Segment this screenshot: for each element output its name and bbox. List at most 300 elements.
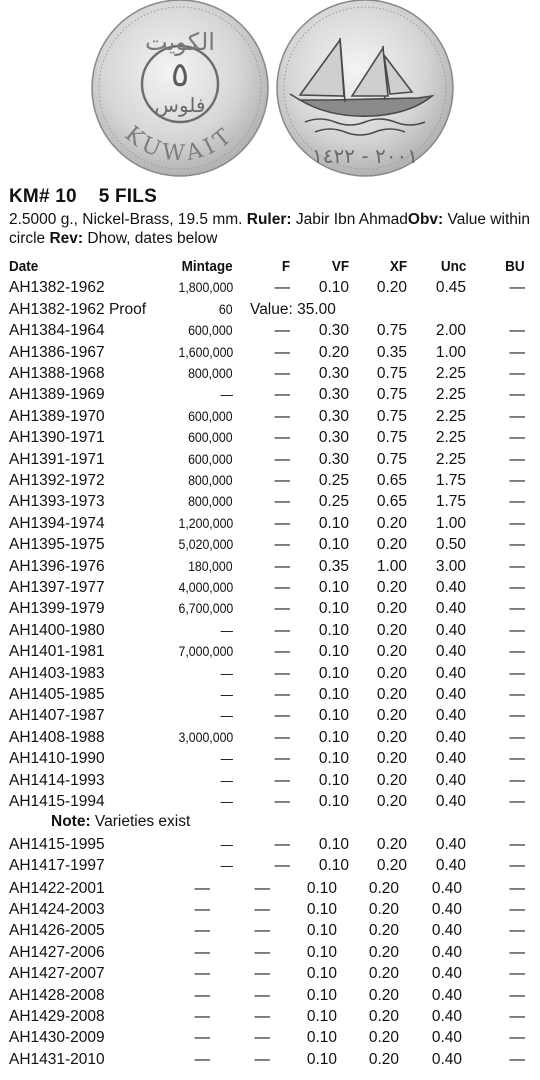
cell-unc: 2.25: [435, 429, 466, 447]
cell-xf: 0.20: [368, 1029, 399, 1047]
cell-mintage: 600,000: [188, 407, 233, 424]
cell-f: —: [274, 557, 290, 575]
cell-bu: —: [509, 771, 525, 789]
cell-unc: 3.00: [435, 557, 466, 575]
cell-xf: 0.75: [376, 407, 407, 425]
table-row: [0, 600, 540, 621]
table-row: [0, 944, 540, 965]
cell-xf: 0.20: [376, 536, 407, 554]
cell-f: —: [274, 728, 290, 746]
cell-date: AH1427-2007: [9, 965, 105, 983]
cell-unc: 0.40: [435, 793, 466, 810]
cell-f: —: [254, 901, 270, 918]
cell-date: AH1428-2008: [9, 986, 105, 1004]
cell-mintage: —: [194, 1029, 210, 1047]
cell-vf: 0.10: [306, 879, 337, 897]
cell-f: —: [254, 943, 270, 961]
cell-mintage: —: [194, 1050, 210, 1068]
cell-unc: 0.40: [435, 835, 466, 853]
cell-bu: —: [509, 386, 525, 404]
cell-f: —: [274, 450, 290, 468]
cell-xf: 0.20: [376, 664, 407, 682]
cell-unc: 0.40: [431, 922, 462, 940]
obverse-numeral: ٥: [170, 55, 190, 95]
coin-description: [9, 210, 534, 248]
cell-date: AH1391-1971: [9, 450, 105, 468]
table-row: [0, 536, 540, 557]
cell-xf: 0.20: [368, 943, 399, 961]
cell-bu: —: [509, 750, 525, 768]
cell-mintage: 4,000,000: [178, 579, 233, 595]
cell-vf: 0.10: [318, 707, 349, 725]
cell-vf: 0.25: [318, 472, 349, 489]
denomination: 5 FILS: [98, 186, 157, 207]
cell-xf: 0.20: [376, 643, 407, 661]
cell-date: AH1384-1964: [9, 322, 105, 340]
cell-date: AH1407-1987: [9, 707, 105, 725]
header-unc: Unc: [440, 258, 466, 275]
cell-bu: —: [509, 579, 525, 596]
cell-bu: —: [509, 600, 525, 618]
cell-f: —: [274, 771, 290, 789]
cell-bu: —: [509, 557, 525, 575]
header-date: Date: [9, 258, 39, 275]
table-row: [0, 750, 540, 771]
cell-f: —: [274, 835, 290, 853]
cell-date: AH1395-1975: [9, 536, 105, 554]
cell-bu: —: [509, 279, 525, 297]
cell-date: AH1403-1983: [9, 664, 105, 682]
cell-unc: 0.40: [431, 965, 462, 983]
cell-date: AH1394-1974: [9, 514, 105, 532]
table-row: [0, 386, 540, 407]
cell-f: —: [274, 857, 290, 875]
header-mintage: Mintage: [181, 258, 233, 275]
table-row: [0, 322, 540, 343]
table-row: [0, 1051, 540, 1072]
cell-vf: 0.10: [306, 986, 337, 1004]
cell-f: —: [274, 621, 290, 639]
table-row: [0, 493, 540, 514]
cell-xf: 0.75: [376, 450, 407, 468]
cell-vf: 0.10: [318, 664, 349, 682]
cell-unc: 2.00: [435, 322, 466, 340]
table-row: [0, 987, 540, 1008]
table-row: [0, 729, 540, 750]
cell-bu: —: [509, 450, 525, 468]
cell-mintage: —: [220, 771, 233, 788]
cell-date: AH1430-2009: [9, 1029, 105, 1047]
cell-xf: 0.75: [376, 322, 407, 340]
cell-mintage: —: [220, 386, 233, 403]
cell-unc: 0.40: [435, 707, 466, 725]
cell-mintage: 3,000,000: [178, 728, 233, 745]
cell-vf: 0.30: [318, 407, 349, 425]
cell-vf: 0.30: [318, 322, 349, 340]
cell-bu: —: [509, 857, 525, 875]
cell-vf: 0.10: [306, 1050, 337, 1068]
cell-f: —: [254, 1008, 270, 1025]
table-row: [0, 643, 540, 664]
cell-unc: 0.40: [435, 750, 466, 768]
cell-mintage: —: [194, 879, 210, 897]
cell-bu: —: [509, 1050, 525, 1068]
cell-unc: 0.40: [435, 643, 466, 661]
cell-mintage: —: [194, 922, 210, 940]
cell-value: Value: 35.00: [250, 300, 336, 318]
cell-bu: —: [509, 664, 525, 682]
cell-f: —: [274, 407, 290, 425]
cell-date: AH1388-1968: [9, 365, 105, 382]
cell-f: —: [274, 750, 290, 768]
obv-value: Value within circle: [9, 211, 530, 247]
cell-date: AH1414-1993: [9, 771, 105, 789]
cell-f: —: [274, 343, 290, 361]
cell-bu: —: [509, 965, 525, 983]
cell-xf: 0.20: [376, 728, 407, 746]
table-row: [0, 665, 540, 686]
cell-mintage: 800,000: [188, 365, 233, 381]
cell-mintage: 7,000,000: [178, 643, 233, 660]
cell-date: AH1429-2008: [9, 1008, 105, 1025]
cell-f: —: [274, 279, 290, 297]
cell-f: —: [274, 386, 290, 404]
cell-date: AH1415-1995: [9, 835, 105, 853]
cell-xf: 0.20: [376, 686, 407, 703]
varieties-note: [51, 813, 190, 831]
cell-mintage: —: [220, 793, 233, 809]
cell-unc: 0.40: [435, 857, 466, 875]
cell-date: AH1401-1981: [9, 643, 105, 661]
cell-date: AH1415-1994: [9, 793, 105, 810]
rev-value: Dhow, dates below: [83, 230, 218, 247]
cell-mintage: 60: [219, 300, 233, 317]
header-bu: BU: [505, 258, 525, 275]
table-row: [0, 857, 540, 878]
header-xf: XF: [389, 258, 407, 275]
cell-vf: 0.30: [318, 365, 349, 382]
cell-mintage: —: [220, 621, 233, 638]
cell-date: AH1417-1997: [9, 857, 105, 875]
cell-vf: 0.10: [318, 835, 349, 853]
cell-bu: —: [509, 493, 525, 511]
cell-xf: 0.20: [368, 965, 399, 983]
cell-xf: 0.20: [376, 600, 407, 618]
cell-unc: 2.25: [435, 407, 466, 425]
table-row: [0, 279, 540, 300]
cell-unc: 1.00: [435, 343, 466, 361]
cell-xf: 0.20: [376, 793, 407, 810]
table-row: [0, 365, 540, 386]
cell-mintage: —: [220, 707, 233, 724]
cell-xf: 1.00: [376, 557, 407, 575]
cell-mintage: —: [194, 1008, 210, 1025]
cell-mintage: 800,000: [188, 472, 233, 488]
table-row: [0, 1008, 540, 1029]
table-row: [0, 686, 540, 707]
cell-f: —: [274, 493, 290, 511]
cell-date: AH1405-1985: [9, 686, 105, 703]
cell-mintage: —: [194, 965, 210, 983]
cell-mintage: 600,000: [188, 450, 233, 467]
cell-mintage: 1,200,000: [178, 514, 233, 531]
cell-vf: 0.10: [318, 514, 349, 532]
cell-vf: 0.10: [318, 579, 349, 596]
cell-vf: 0.30: [318, 450, 349, 468]
cell-unc: 0.40: [431, 1008, 462, 1025]
table-row: [0, 1029, 540, 1050]
cell-bu: —: [509, 536, 525, 554]
cell-unc: 0.40: [435, 664, 466, 682]
cell-f: —: [254, 922, 270, 940]
cell-f: —: [254, 879, 270, 897]
cell-f: —: [254, 1029, 270, 1047]
cell-vf: 0.10: [318, 279, 349, 297]
cell-bu: —: [509, 1029, 525, 1047]
cell-mintage: —: [220, 686, 233, 702]
cell-date: AH1399-1979: [9, 600, 105, 618]
cell-xf: 0.20: [376, 771, 407, 789]
cell-unc: 0.40: [435, 600, 466, 618]
table-row: [0, 901, 540, 922]
obv-label: Obv:: [407, 211, 444, 228]
coin-images: [0, 0, 540, 180]
cell-vf: 0.10: [306, 965, 337, 983]
table-row: [0, 622, 540, 643]
cell-unc: 1.75: [435, 472, 466, 489]
cell-vf: 0.10: [318, 643, 349, 661]
cell-bu: —: [509, 707, 525, 725]
table-row: [0, 408, 540, 429]
cell-bu: —: [509, 343, 525, 361]
reverse-dates: ٢٠٠١ - ١٤٢٢: [312, 144, 418, 168]
cell-bu: —: [509, 322, 525, 340]
catalog-title: [9, 186, 157, 208]
cell-f: —: [274, 600, 290, 618]
cell-mintage: 600,000: [188, 322, 233, 339]
cell-date: AH1389-1969: [9, 386, 105, 404]
cell-date: AH1410-1990: [9, 750, 105, 768]
cell-f: —: [274, 429, 290, 447]
cell-f: —: [254, 1050, 270, 1068]
cell-vf: 0.10: [318, 750, 349, 768]
table-row: [0, 451, 540, 472]
table-row: [0, 922, 540, 943]
cell-unc: 0.40: [435, 621, 466, 639]
cell-mintage: 5,020,000: [178, 536, 233, 553]
cell-vf: 0.30: [318, 386, 349, 404]
cell-unc: 0.40: [435, 579, 466, 596]
cell-mintage: —: [220, 835, 233, 852]
cell-xf: 0.20: [368, 1050, 399, 1068]
cell-vf: 0.10: [306, 1029, 337, 1047]
cell-xf: 0.20: [376, 621, 407, 639]
cell-vf: 0.10: [318, 686, 349, 703]
cell-date: AH1393-1973: [9, 493, 105, 511]
cell-unc: 0.50: [435, 536, 466, 554]
cell-vf: 0.10: [306, 922, 337, 940]
cell-xf: 0.20: [376, 835, 407, 853]
cell-f: —: [254, 965, 270, 983]
cell-unc: 2.25: [435, 365, 466, 382]
cell-bu: —: [509, 835, 525, 853]
cell-f: —: [274, 664, 290, 682]
note-label: Note:: [51, 813, 91, 831]
rev-label: Rev:: [45, 230, 84, 247]
cell-xf: 0.20: [368, 986, 399, 1004]
cell-xf: 0.75: [376, 386, 407, 404]
cell-vf: 0.10: [318, 600, 349, 618]
cell-unc: 0.45: [435, 279, 466, 297]
cell-unc: 0.40: [435, 686, 466, 703]
cell-bu: —: [509, 986, 525, 1004]
cell-vf: 0.20: [318, 343, 349, 361]
cell-mintage: —: [220, 857, 233, 874]
cell-date: AH1400-1980: [9, 621, 105, 639]
obverse-legend: KUWAIT: [119, 121, 240, 167]
cell-f: —: [274, 472, 290, 489]
cell-vf: 0.30: [318, 429, 349, 447]
cell-date: AH1424-2003: [9, 901, 105, 918]
table-row: [0, 558, 540, 579]
cell-vf: 0.10: [318, 771, 349, 789]
cell-mintage: 600,000: [188, 429, 233, 446]
table-row: [0, 965, 540, 986]
cell-mintage: 6,700,000: [178, 600, 233, 617]
cell-xf: 0.65: [376, 472, 407, 489]
cell-mintage: 1,600,000: [178, 343, 233, 360]
coin-reverse: [277, 0, 453, 176]
cell-xf: 0.75: [376, 429, 407, 447]
cell-f: —: [274, 579, 290, 596]
table-row: [0, 880, 540, 901]
ruler-value: Jabir Ibn Ahmad: [291, 211, 408, 228]
table-row: [0, 772, 540, 793]
cell-date: AH1390-1971: [9, 429, 105, 447]
cell-unc: 0.40: [435, 771, 466, 789]
cell-xf: 0.75: [376, 365, 407, 382]
cell-vf: 0.35: [318, 557, 349, 575]
cell-xf: 0.20: [376, 279, 407, 297]
table-row: [0, 707, 540, 728]
cell-unc: 0.40: [431, 879, 462, 897]
cell-xf: 0.20: [376, 707, 407, 725]
cell-vf: 0.10: [306, 901, 337, 918]
table-row: [0, 429, 540, 450]
table-header: [0, 258, 540, 279]
cell-bu: —: [509, 514, 525, 532]
cell-unc: 1.00: [435, 514, 466, 532]
specs: 2.5000 g., Nickel-Brass, 19.5 mm.: [9, 211, 247, 228]
cell-unc: 1.75: [435, 493, 466, 511]
cell-date: AH1397-1977: [9, 579, 105, 596]
cell-unc: 0.40: [431, 943, 462, 961]
cell-date: AH1431-2010: [9, 1050, 105, 1068]
cell-xf: 0.35: [376, 343, 407, 361]
cell-date: AH1389-1970: [9, 407, 105, 425]
cell-bu: —: [509, 901, 525, 918]
table-row: [0, 301, 540, 322]
cell-bu: —: [509, 429, 525, 447]
cell-bu: —: [509, 407, 525, 425]
cell-bu: —: [509, 879, 525, 897]
cell-bu: —: [509, 365, 525, 382]
cell-bu: —: [509, 922, 525, 940]
header-vf: VF: [331, 258, 349, 275]
obverse-arabic-value: فلوس: [154, 93, 206, 117]
cell-f: —: [274, 536, 290, 554]
cell-bu: —: [509, 1008, 525, 1025]
cell-xf: 0.20: [368, 922, 399, 940]
cell-mintage: 800,000: [188, 493, 233, 510]
cell-f: —: [254, 986, 270, 1004]
cell-mintage: 180,000: [188, 557, 233, 574]
cell-unc: 0.40: [435, 728, 466, 746]
note-text: Varieties exist: [90, 813, 191, 831]
cell-mintage: —: [194, 986, 210, 1004]
cell-date: AH1392-1972: [9, 472, 105, 489]
cell-unc: 2.25: [435, 386, 466, 404]
table-row: [0, 579, 540, 600]
obverse-arabic-top: الكويت: [145, 28, 215, 56]
ruler-label: Ruler:: [246, 211, 292, 228]
cell-date: AH1426-2005: [9, 922, 105, 940]
cell-vf: 0.10: [318, 621, 349, 639]
cell-vf: 0.10: [318, 793, 349, 810]
cell-date: AH1422-2001: [9, 879, 105, 897]
header-f: F: [281, 258, 290, 275]
cell-f: —: [274, 793, 290, 810]
cell-bu: —: [509, 472, 525, 489]
cell-vf: 0.25: [318, 493, 349, 511]
cell-f: —: [274, 322, 290, 340]
cell-unc: 0.40: [431, 901, 462, 918]
cell-unc: 2.25: [435, 450, 466, 468]
cell-unc: 0.40: [431, 1050, 462, 1068]
cell-xf: 0.20: [368, 901, 399, 918]
cell-f: —: [274, 707, 290, 725]
cell-f: —: [274, 643, 290, 661]
cell-mintage: —: [194, 943, 210, 961]
cell-xf: 0.65: [376, 493, 407, 511]
cell-mintage: —: [220, 664, 233, 681]
cell-bu: —: [509, 643, 525, 661]
cell-bu: —: [509, 621, 525, 639]
cell-mintage: 1,800,000: [178, 279, 233, 296]
cell-date: AH1382-1962: [9, 279, 105, 297]
cell-unc: 0.40: [431, 986, 462, 1004]
cell-bu: —: [509, 943, 525, 961]
cell-f: —: [274, 514, 290, 532]
cell-bu: —: [509, 728, 525, 746]
table-row: [0, 344, 540, 365]
cell-mintage: —: [194, 901, 210, 918]
table-row: [0, 472, 540, 493]
cell-date: AH1408-1988: [9, 728, 105, 746]
cell-date: AH1396-1976: [9, 557, 105, 575]
cell-vf: 0.10: [318, 728, 349, 746]
cell-date: AH1382-1962 Proof: [9, 300, 147, 318]
cell-bu: —: [509, 793, 525, 810]
cell-xf: 0.20: [368, 1008, 399, 1025]
cell-unc: 0.40: [431, 1029, 462, 1047]
km-number: KM# 10: [9, 186, 77, 207]
table-row: [0, 836, 540, 857]
cell-xf: 0.20: [376, 579, 407, 596]
cell-bu: —: [509, 686, 525, 703]
cell-mintage: —: [220, 750, 233, 767]
coin-obverse: [92, 0, 268, 176]
